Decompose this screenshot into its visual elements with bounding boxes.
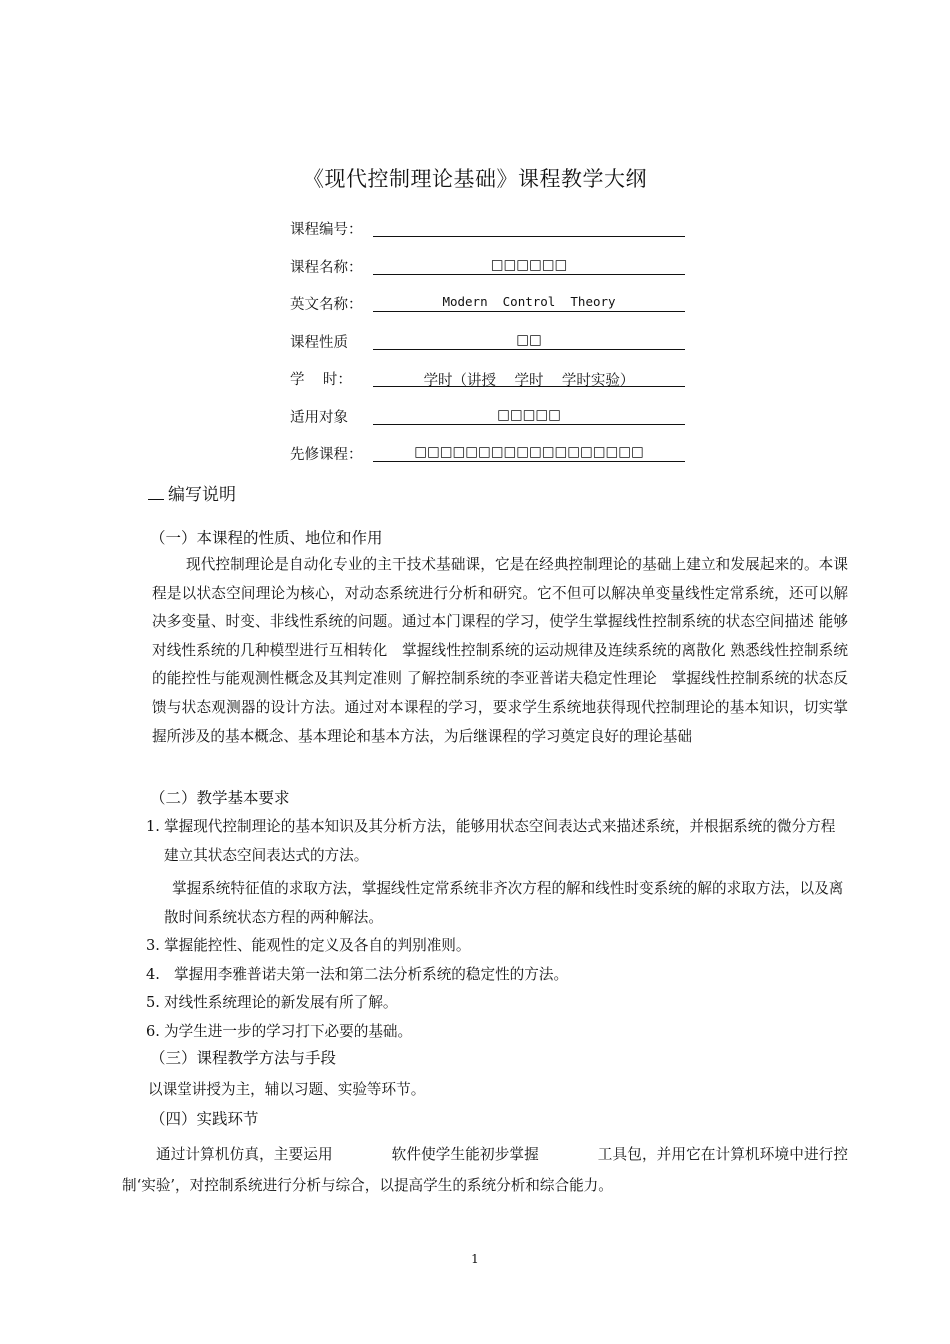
prereq-label: 先修课程：: [290, 447, 363, 463]
info-row-english-name: [290, 289, 690, 327]
hours-value: 学时（讲授 学时 学时实验）: [423, 373, 635, 389]
prereq-underline: [373, 461, 685, 462]
hours-underline: [373, 386, 685, 387]
list-item-text: 掌握系统特征值的求取方法，掌握线性定常系统非齐次方程的解和线性时变系统的解的求取方法，以及离散时间系统状态方程的两种解法。: [164, 880, 844, 926]
info-row-hours: [290, 364, 690, 402]
audience-underline: [373, 424, 685, 425]
list-item-text: 对线性系统理论的新发展有所了解。: [164, 994, 398, 1011]
list-item: [146, 961, 848, 990]
subheading-practice: （四）实践环节: [150, 1110, 259, 1128]
info-row-prereq: [290, 439, 690, 477]
list-item: [146, 989, 848, 1018]
list-item: [146, 813, 848, 870]
requirements-list: [146, 813, 848, 1046]
course-name-underline: [373, 274, 685, 275]
list-item: [146, 1018, 848, 1047]
hours-label: 学 时：: [290, 372, 352, 388]
list-item-number: 4.: [146, 965, 160, 983]
course-name-value: □□□□□□: [490, 256, 568, 273]
prereq-value: □□□□□□□□□□□□□□□□□□: [414, 444, 644, 460]
info-row-course-type: [290, 327, 690, 365]
list-item: [146, 875, 848, 932]
course-type-label: 课程性质: [290, 334, 348, 351]
section-heading-text: 编写说明: [168, 485, 236, 505]
list-item-number: 6.: [146, 1022, 160, 1040]
course-code-label: 课程编号：: [290, 222, 363, 238]
info-row-audience: [290, 402, 690, 440]
section-heading-writing-notes: [148, 480, 236, 505]
list-item-text: 掌握用李雅普诺夫第一法和第二法分析系统的稳定性的方法。: [174, 965, 569, 983]
english-name-value: Modern Control Theory: [442, 294, 616, 309]
list-item-text: 为学生进一步的学习打下必要的基础。: [164, 1022, 413, 1040]
course-name-label: 课程名称：: [290, 259, 363, 276]
list-item-number: 5.: [146, 994, 160, 1011]
page-number: 1: [471, 1252, 479, 1266]
subheading-teaching-methods: （三）课程教学方法与手段: [150, 1049, 337, 1067]
list-item-number: 3.: [146, 937, 160, 954]
course-type-value: □□: [516, 331, 542, 348]
heading-underline-mark: [148, 485, 164, 500]
list-item-text: 掌握能控性、能观性的定义及各自的判别准则。: [164, 937, 471, 954]
audience-label: 适用对象: [290, 409, 348, 426]
info-row-course-name: [290, 252, 690, 290]
english-name-label: 英文名称：: [290, 297, 363, 313]
info-row-course-code: [290, 214, 690, 252]
document-title: 《现代控制理论基础》课程教学大纲: [303, 167, 647, 191]
subheading-basic-requirements: （二）教学基本要求: [150, 789, 290, 807]
audience-value: □□□□□: [497, 406, 561, 423]
subheading-nature-role: （一）本课程的性质、地位和作用: [150, 529, 383, 547]
english-name-underline: [373, 311, 685, 312]
list-item: [146, 932, 848, 961]
course-info-block: [290, 214, 690, 477]
list-item-number: 1.: [146, 818, 160, 835]
paragraph-course-nature: 现代控制理论是自动化专业的主干技术基础课，它是在经典控制理论的基础上建立和发展起来的。本课程是以状态空间理论为核心，对动态系统进行分析和研究。它不但可以解决单变量线性定常系统，还可以解决多变量、时变、非线性系统的问题。通过本门课程的学习，使学生掌握线性控制系统的状态空间描述 能够对线性系统的几种模型进行互相转化 掌握线性控制系统的运动规律及连续系统的离散化 熟悉线性控制系统的能控性与能观测性概念及其判定准则 了解控制系统的李亚普诺夫稳定性理论 掌握线性控制系统的状态反馈与状态观测器的设计方法。通过对本课程的学习，要求学生系统地获得现代控制理论的基本知识，切实掌握所涉及的基本概念、基本理论和基本方法，为后继课程的学习奠定良好的理论基础: [152, 556, 848, 745]
teaching-methods-text: 以课堂讲授为主，辅以习题、实验等环节。: [148, 1081, 426, 1098]
list-item-text: 掌握现代控制理论的基本知识及其分析方法，能够用状态空间表达式来描述系统，并根据系统的微分方程建立其状态空间表达式的方法。: [164, 818, 836, 864]
paragraph-practice: 通过计算机仿真，主要运用 软件使学生能初步掌握 工具包，并用它在计算机环境中进行控制‘实验’，对控制系统进行分析与综合，以提高学生的系统分析和综合能力。: [122, 1146, 848, 1194]
course-code-underline: [373, 236, 685, 237]
course-type-underline: [373, 349, 685, 350]
